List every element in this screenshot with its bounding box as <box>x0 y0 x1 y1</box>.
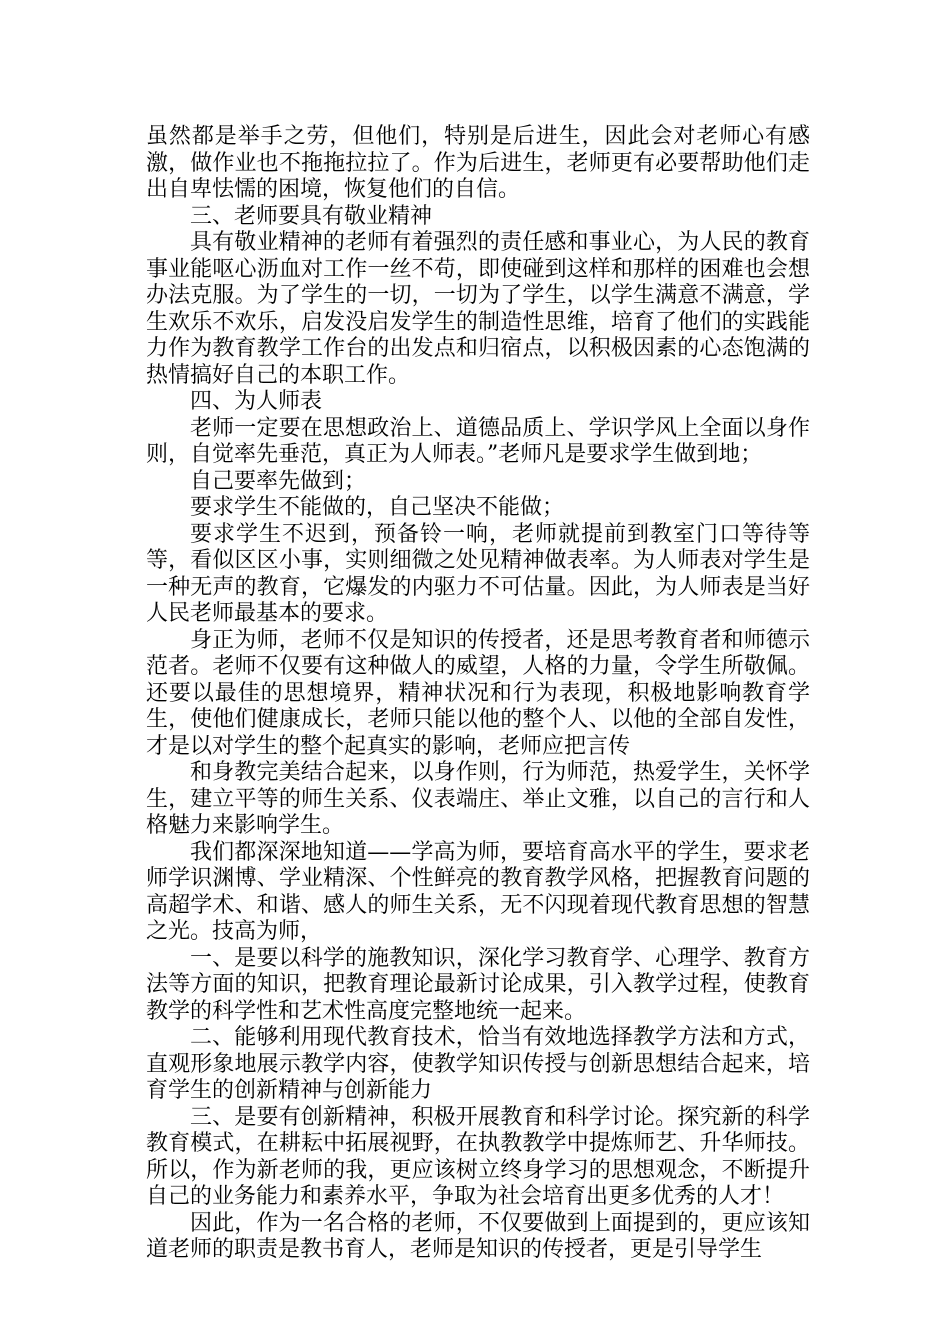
paragraph-5: 要求学生不能做的，自己坚决不能做； <box>190 495 565 520</box>
paragraph-6: 要求学生不迟到，预备铃一响，老师就提前到教室门口等待等等，看似区区小事，实则细微之处见精神做表率。为人师表对学生是一种无声的教育，它爆发的内驱力不可估量。因此，为人师表是当好人民老师最基本的要求。 <box>146 521 810 626</box>
paragraph-4: 自己要率先做到； <box>190 468 367 494</box>
section-heading-3: 三、老师要具有敬业精神 <box>190 203 433 229</box>
paragraph-7: 身正为师，老师不仅是知识的传授者，还是思考教育者和师德示范者。老师不仅要有这种做人的威望，人格的力量，令学生所敬佩。还要以最佳的思想境界，精神状况和行为表现，积极地影响教育学生，使他们健康成长，老师只能以他的整个人、以他的全部自发性，才是以对学生的整个起真实的影响，老师应把言传 <box>146 627 810 759</box>
paragraph-1: 虽然都是举手之劳，但他们，特别是后进生，因此会对老师心有感激，做作业也不拖拖拉拉了。作为后进生，老师更有必要帮助他们走出自卑怯懦的困境，恢复他们的自信。 <box>146 124 810 202</box>
paragraph-10: 一、是要以科学的施教知识，深化学习教育学、心理学、教育方法等方面的知识，把教育理论最新讨论成果，引入教学过程，使教育教学的科学性和艺术性高度完整地统一起来。 <box>146 945 810 1024</box>
paragraph-11: 二、能够利用现代教育技术，恰当有效地选择教学方法和方式，直观形象地展示教学内容，使教学知识传授与创新思想结合起来，培育学生的创新精神与创新能力 <box>146 1025 810 1103</box>
paragraph-2: 具有敬业精神的老师有着强烈的责任感和事业心，为人民的教育事业能呕心沥血对工作一丝不苟，即使碰到这样和那样的困难也会想办法克服。为了学生的一切，一切为了学生，以学生满意不满意，学生欢乐不欢乐，启发没启发学生的制造性思维，培育了他们的实践能力作为教育教学工作台的出发点和归宿点，以积极因素的心态饱满的热情搞好自己的本职工作。 <box>146 230 810 388</box>
paragraph-8: 和身教完美结合起来，以身作则，行为师范，热爱学生，关怀学生，建立平等的师生关系、仪表端庄、举止文雅，以自己的言行和人格魅力来影响学生。 <box>146 760 810 838</box>
paragraph-9: 我们都深深地知道——学高为师，要培育高水平的学生，要求老师学识渊博、学业精深、个性鲜亮的教育教学风格，把握教育问题的高超学术、和谐、感人的师生关系，无不闪现着现代教育思想的智慧之光。技高为师， <box>146 839 810 944</box>
section-heading-4: 四、为人师表 <box>190 389 323 414</box>
document-body <box>146 124 810 1264</box>
paragraph-13: 因此，作为一名合格的老师，不仅要做到上面提到的，更应该知道老师的职责是教书育人，老师是知识的传授者，更是引导学生 <box>146 1210 810 1262</box>
paragraph-3: 老师一定要在思想政治上、道德品质上、学识学风上全面以身作则，自觉率先垂范，真正为人师表。”老师凡是要求学生做到地； <box>146 415 810 467</box>
paragraph-12: 三、是要有创新精神，积极开展教育和科学讨论。探究新的科学教育模式，在耕耘中拓展视野，在执教教学中提炼师艺、升华师技。所以，作为新老师的我，更应该树立终身学习的思想观念，不断提升自己的业务能力和素养水平，争取为社会培育出更多优秀的人才！ <box>146 1104 810 1209</box>
